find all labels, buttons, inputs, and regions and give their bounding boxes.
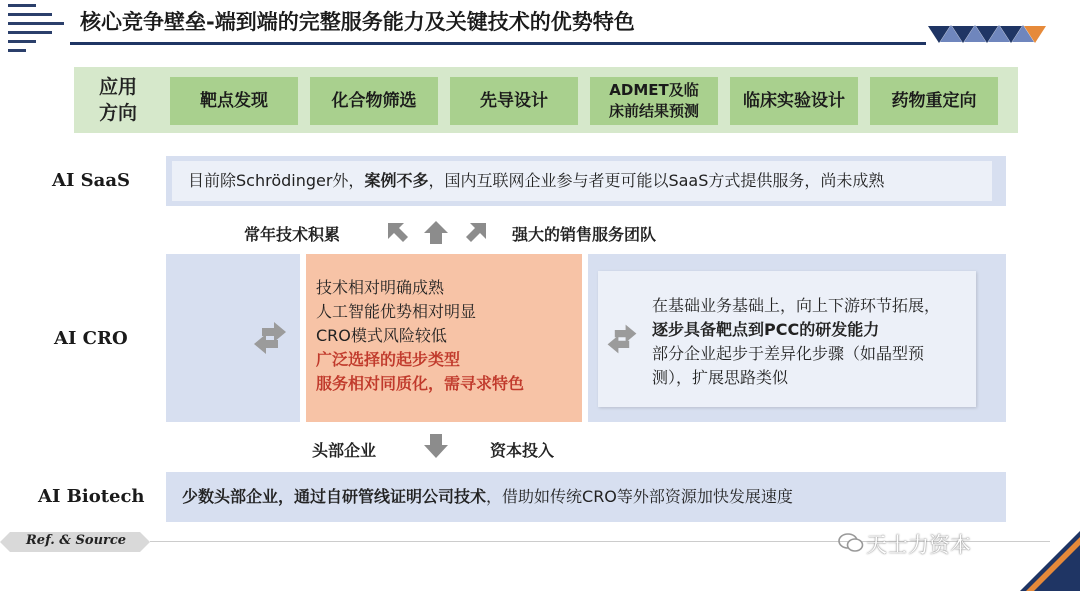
cro-highlight: 广泛选择的起步类型 xyxy=(316,350,461,369)
cro-right-line1: 在基础业务基础上，向上下游环节拓展， xyxy=(652,296,941,315)
cro-right-line2: 部分企业起步于差异化步骤（如晶型预测），扩展思路类似 xyxy=(652,344,925,387)
stage-admet-prediction: ADMET及临床前结果预测 xyxy=(590,77,718,125)
stage-lead-design: 先导设计 xyxy=(450,77,578,125)
exchange-arrows-icon xyxy=(604,322,640,356)
exchange-arrows-icon xyxy=(250,320,290,356)
application-label: 应用方向 xyxy=(98,76,137,124)
watermark: 天士力资本 xyxy=(866,533,971,557)
cro-right-text xyxy=(652,294,952,390)
saas-text-bold: 案例不多 xyxy=(364,171,429,190)
triangle-decoration xyxy=(928,24,1050,44)
title-rule xyxy=(70,42,926,45)
saas-description xyxy=(172,161,992,201)
cro-highlight: 服务相对同质化，需寻求特色 xyxy=(316,374,525,393)
biotech-label: AI Biotech xyxy=(38,486,145,507)
arrow-down-icon xyxy=(424,433,448,459)
biotech-text-bold: 少数头部企业，通过自研管线证明公司技术 xyxy=(182,487,487,506)
corner-triangle-decoration xyxy=(1020,531,1080,591)
label-tech-accumulation: 常年技术积累 xyxy=(244,225,341,244)
cro-point: 技术相对明确成熟 xyxy=(316,278,445,297)
stage-target-discovery: 靶点发现 xyxy=(170,77,298,125)
page-title: 核心竞争壁垒-端到端的完整服务能力及关键技术的优势特色 xyxy=(80,10,635,34)
label-capital-investment: 资本投入 xyxy=(490,441,555,460)
cro-right-bold: 逐步具备靶点到PCC的研发能力 xyxy=(652,320,880,339)
cro-point: CRO模式风险较低 xyxy=(316,326,447,345)
saas-text-pre: 目前除Schrödinger外， xyxy=(188,171,365,190)
biotech-text-post: ，借助如传统CRO等外部资源加快发展速度 xyxy=(486,487,793,506)
arrow-cluster-up-icon xyxy=(382,219,492,247)
biotech-description xyxy=(182,472,793,522)
stage-clinical-trial-design: 临床实验设计 xyxy=(730,77,858,125)
label-leading-companies: 头部企业 xyxy=(312,441,377,460)
cro-label: AI CRO xyxy=(54,328,128,349)
stage-compound-screening: 化合物筛选 xyxy=(310,77,438,125)
saas-text-post: ，国内互联网企业参与者更可能以SaaS方式提供服务，尚未成熟 xyxy=(428,171,885,190)
saas-label: AI SaaS xyxy=(52,170,130,191)
cro-point: 人工智能优势相对明显 xyxy=(316,302,477,321)
cro-points-list xyxy=(316,276,524,396)
wechat-icon xyxy=(838,532,864,554)
ref-source-label: Ref. & Source xyxy=(26,533,127,548)
stage-drug-repurposing: 药物重定向 xyxy=(870,77,998,125)
label-sales-team: 强大的销售服务团队 xyxy=(512,225,657,244)
